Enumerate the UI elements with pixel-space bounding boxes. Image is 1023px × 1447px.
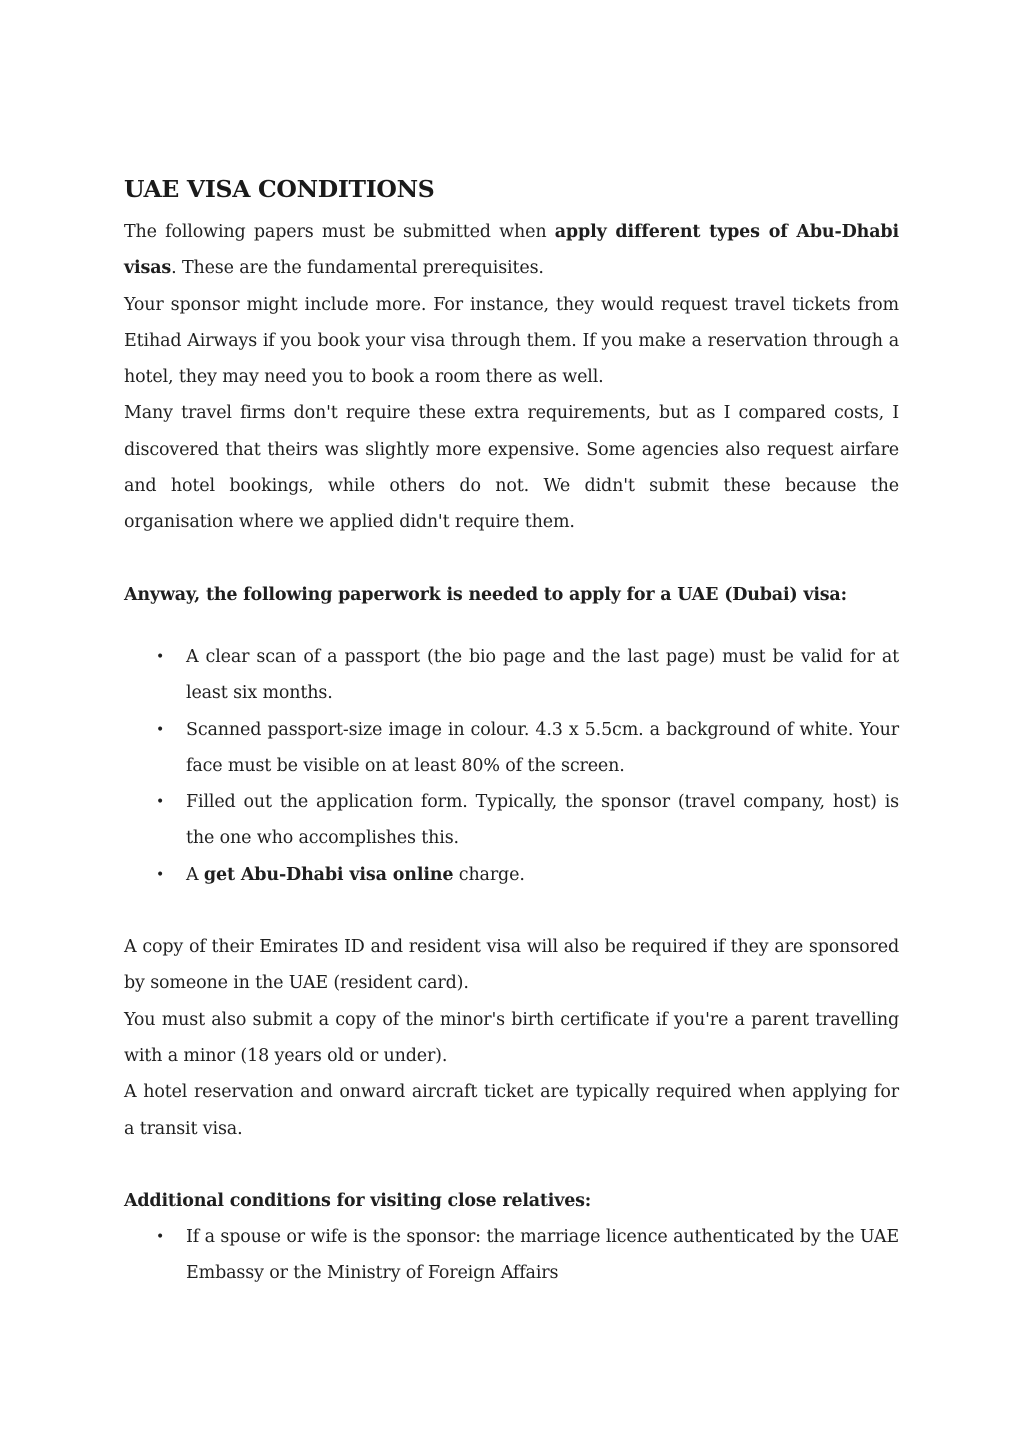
- list-item: [124, 712, 899, 785]
- intro-text-end: . These are the fundamental prerequisites.: [171, 258, 544, 279]
- intro-paragraph-1: [124, 214, 899, 287]
- abu-dhabi-visas-link-text: apply different types of Abu-Dhabi visas: [124, 222, 899, 279]
- bullet-icon: •: [156, 648, 165, 665]
- document-title: UAE VISA CONDITIONS: [124, 175, 435, 203]
- list-item-text: Filled out the application form. Typically, the sponsor (travel company, host) is the one who accomplishes this.: [186, 792, 899, 849]
- visa-online-link-text: get Abu-Dhabi visa online: [203, 864, 454, 885]
- list-item: [124, 857, 899, 893]
- list-item-text: If a spouse or wife is the sponsor: the marriage licence authenticated by the UAE Embassy or the Ministry of Foreign Affairs: [186, 1227, 899, 1284]
- bullet-icon: •: [156, 1229, 165, 1246]
- list-item-text: Scanned passport-size image in colour. 4.3 x 5.5cm. a background of white. Your face must be visible on at least 80% of the screen.: [186, 719, 899, 776]
- list-item: [124, 639, 899, 712]
- list-item: [124, 784, 899, 857]
- minor-certificate-paragraph: You must also submit a copy of the minor's birth certificate if you're a parent travelling with a minor (18 years old or under).: [124, 1009, 899, 1066]
- relatives-list: [124, 1219, 899, 1292]
- spacer: [124, 541, 899, 577]
- intro-paragraph-3: Many travel firms don't require these extra requirements, but as I compared costs, I discovered that theirs was slightly more expensive. Some agencies also request airfare and hotel bookings, while others do not. We didn't submit these because the organisation where we applied didn't require them.: [124, 403, 899, 533]
- list-item-text-end: charge.: [453, 864, 525, 885]
- bullet-icon: •: [156, 721, 165, 738]
- emirates-id-paragraph: A copy of their Emirates ID and resident visa will also be required if they are sponsored by someone in the UAE (resident card).: [124, 937, 899, 994]
- bullet-icon: •: [156, 866, 165, 883]
- section-heading-paperwork: Anyway, the following paperwork is needed to apply for a UAE (Dubai) visa:: [124, 584, 847, 605]
- bullet-icon: •: [156, 794, 165, 811]
- list-item-text-start: A: [186, 864, 204, 885]
- transit-visa-paragraph: A hotel reservation and onward aircraft ticket are typically required when applying for a transit visa.: [124, 1082, 899, 1139]
- list-item: [124, 1219, 899, 1292]
- paperwork-list: [124, 639, 899, 893]
- document-page: [124, 168, 899, 1292]
- intro-paragraph-2: Your sponsor might include more. For instance, they would request travel tickets from Etihad Airways if you book your visa through them. If you make a reservation through a hotel, they may need you to book a room there as well.: [124, 294, 899, 388]
- spacer: [124, 1147, 899, 1183]
- spacer: [124, 613, 899, 639]
- section-heading-relatives: Additional conditions for visiting close relatives:: [124, 1190, 592, 1211]
- spacer: [124, 893, 899, 929]
- intro-text-start: The following papers must be submitted when: [124, 222, 555, 242]
- list-item-text: A clear scan of a passport (the bio page and the last page) must be valid for at least six months.: [186, 646, 899, 704]
